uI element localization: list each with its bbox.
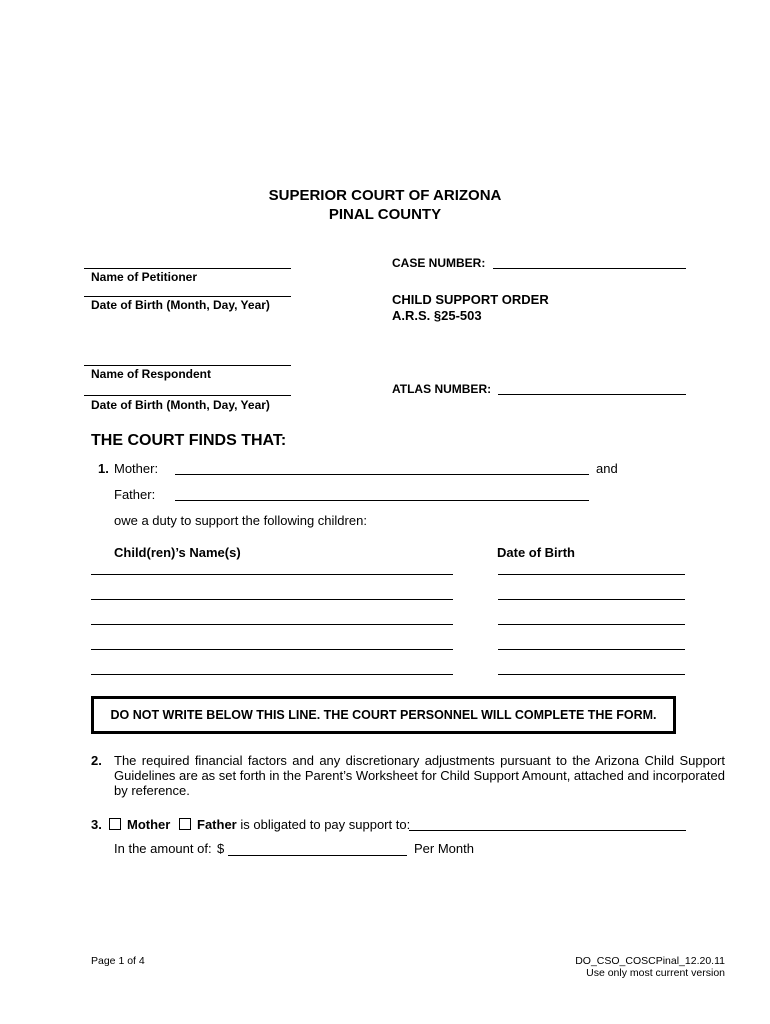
mother-label: Mother: [114, 461, 159, 476]
child-name-field[interactable] [91, 624, 453, 625]
form-title: CHILD SUPPORT ORDER [392, 292, 549, 307]
notice-text: DO NOT WRITE BELOW THIS LINE. THE COURT PERSONNEL WILL COMPLETE THE FORM. [110, 708, 657, 722]
item2-text: The required financial factors and any discretionary adjustments pursuant to the Arizona Child Support Guidelines are as set forth in the Parent’s Worksheet for Child Support Amount, attached and incorporated by reference. [114, 753, 725, 798]
atlas-number-label: ATLAS NUMBER: [392, 382, 492, 396]
petitioner-dob-field[interactable] [84, 296, 291, 297]
statute-reference: A.R.S. §25-503 [392, 308, 482, 323]
children-name-header: Child(ren)’s Name(s) [114, 545, 241, 560]
findings-heading: THE COURT FINDS THAT: [91, 432, 287, 449]
mother-option-label: Mother [127, 817, 171, 832]
father-checkbox[interactable] [179, 818, 191, 830]
item3-number: 3. [91, 817, 102, 832]
father-option-label: Father [197, 817, 237, 832]
version-note: Use only most current version [586, 967, 725, 979]
respondent-name-field[interactable] [84, 365, 291, 366]
item1-number: 1. [98, 461, 109, 476]
father-label: Father: [114, 487, 156, 502]
father-name-field[interactable] [175, 500, 589, 501]
child-dob-field[interactable] [498, 624, 685, 625]
atlas-number-field[interactable] [498, 394, 686, 395]
mother-checkbox[interactable] [109, 818, 121, 830]
respondent-dob-label: Date of Birth (Month, Day, Year) [91, 398, 270, 412]
case-number-field[interactable] [493, 268, 686, 269]
child-name-field[interactable] [91, 674, 453, 675]
child-name-field[interactable] [91, 599, 453, 600]
obligated-text: is obligated to pay support to: [240, 817, 411, 832]
amount-label: In the amount of: [114, 841, 212, 856]
respondent-label: Name of Respondent [91, 367, 212, 381]
petitioner-dob-label: Date of Birth (Month, Day, Year) [91, 298, 270, 312]
amount-field[interactable] [228, 855, 407, 856]
county-title: PINAL COUNTY [328, 206, 442, 223]
item2-number: 2. [91, 753, 102, 768]
petitioner-label: Name of Petitioner [91, 270, 198, 284]
dob-header: Date of Birth [497, 545, 575, 560]
court-personnel-notice [91, 696, 676, 734]
petitioner-name-field[interactable] [84, 268, 291, 269]
obligation-sentence [197, 817, 410, 832]
child-name-field[interactable] [91, 574, 453, 575]
payee-field[interactable] [409, 830, 686, 831]
respondent-dob-field[interactable] [84, 395, 291, 396]
currency-symbol: $ [217, 841, 225, 856]
child-dob-field[interactable] [498, 649, 685, 650]
child-name-field[interactable] [91, 649, 453, 650]
form-code: DO_CSO_COSCPinal_12.20.11 [575, 955, 725, 967]
case-number-label: CASE NUMBER: [392, 256, 486, 270]
child-dob-field[interactable] [498, 674, 685, 675]
page-number: Page 1 of 4 [91, 955, 145, 967]
child-dob-field[interactable] [498, 574, 685, 575]
court-title: SUPERIOR COURT OF ARIZONA [268, 187, 502, 204]
mother-name-field[interactable] [175, 474, 589, 475]
child-dob-field[interactable] [498, 599, 685, 600]
per-month-label: Per Month [414, 841, 474, 856]
and-label: and [596, 461, 618, 476]
duty-text: owe a duty to support the following children: [114, 513, 367, 528]
